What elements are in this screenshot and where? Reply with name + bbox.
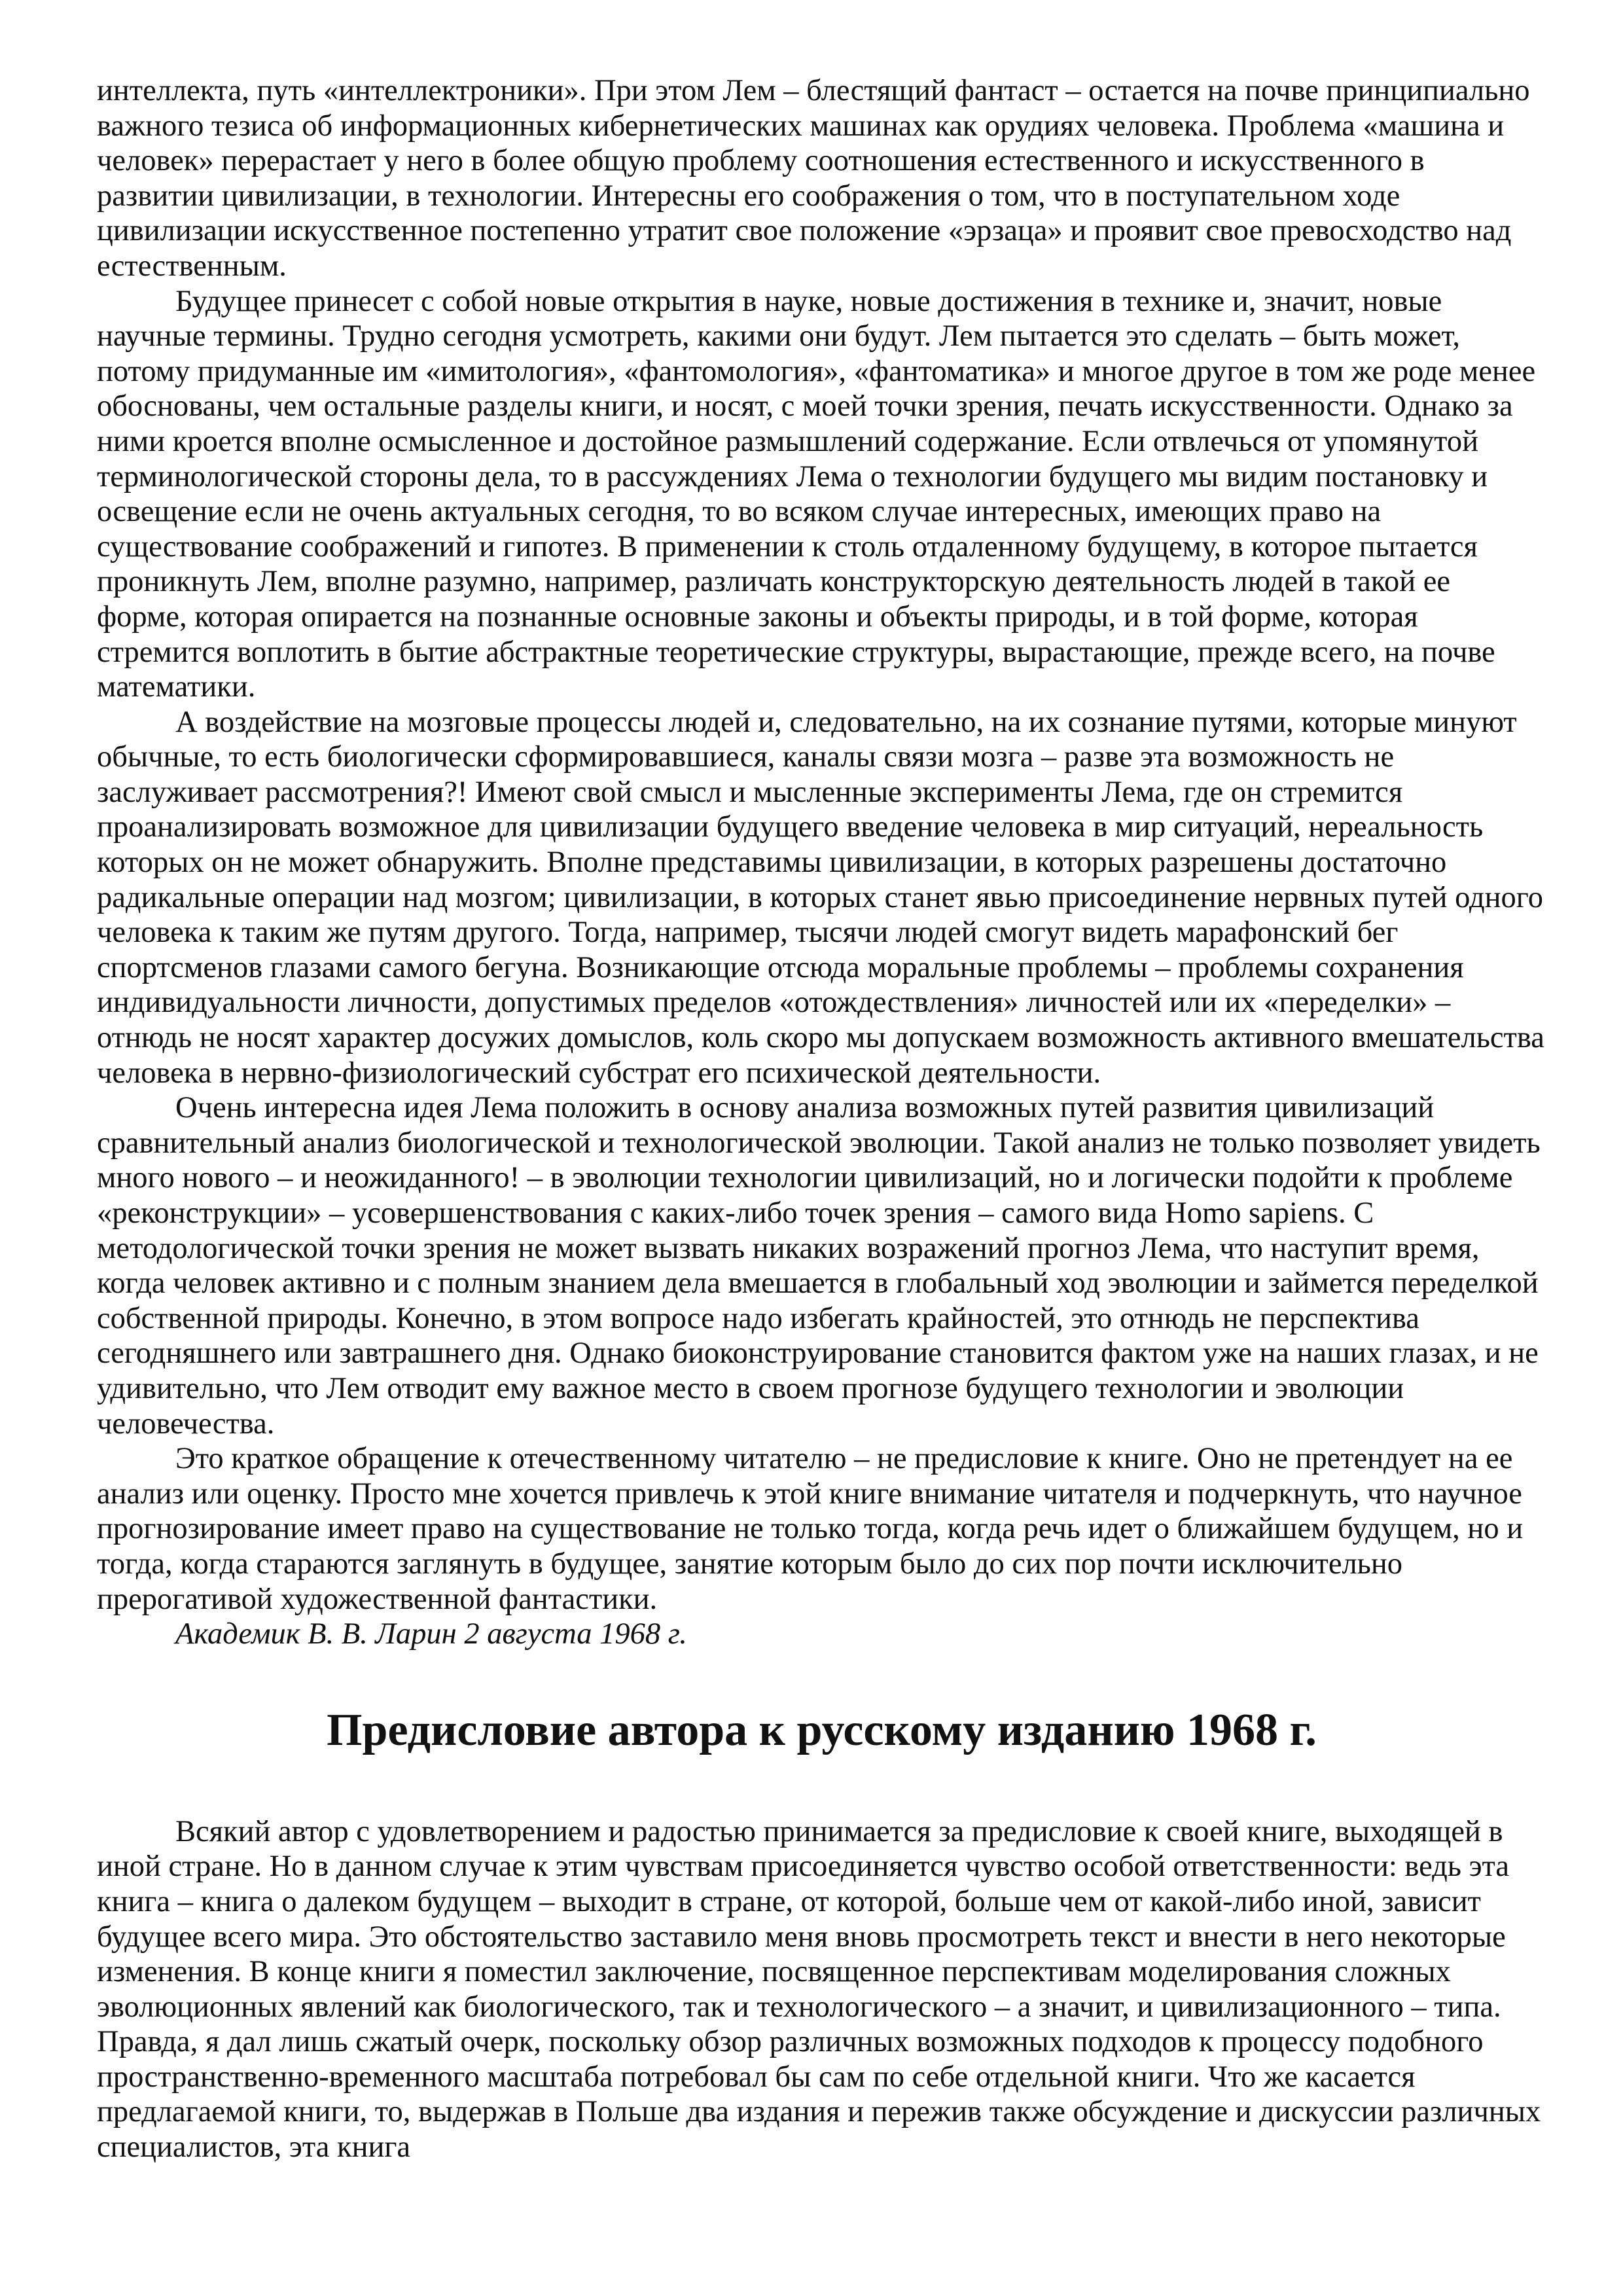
signature-line: Академик В. В. Ларин 2 августа 1968 г.	[175, 1617, 687, 1651]
paragraph-brain-processes: А воздействие на мозговые процессы людей и, следовательно, на их сознание путями, которые минуют обычные, то есть биологически сформировавшиеся, каналы связи мозга – разве эта возможность не заслуживает рассмотрения?! Имеют свой смысл и мысленные эксперименты Лема, где он стремится проанализировать возможное для цивилизации будущего введение человека в мир ситуаций, нереальность которых он не может обнаружить. Вполне представимы цивилизации, в которых разрешены достаточно радикальные операции над мозгом; цивилизации, в которых станет явью присоединение нервных путей одного человека к таким же путям другого. Тогда, например, тысячи людей смогут видеть марафонский бег спортсменов глазами самого бегуна. Возникающие отсюда моральные проблемы – проблемы сохранения индивидуальности личности, допустимых пределов «отождествления» личностей или их «переделки» – отнюдь не носят характер досужих домыслов, коль скоро мы допускаем возможность активного вмешательства человека в нервно-физиологический субстрат его психической деятельности.	[97, 705, 1544, 1090]
paragraph-author-preface: Всякий автор с удовлетворением и радостью принимается за предисловие к своей книге, выходящей в иной стране. Но в данном случае к этим чувствам присоединяется чувство особой ответственности: ведь эта книга – книга о далеком будущем – выходит в стране, от которой, больше чем от какой-либо иной, зависит будущее всего мира. Это обстоятельство заставило меня вновь просмотреть текст и внести в него некоторые изменения. В конце книги я поместил заключение, посвященное перспективам моделирования сложных эволюционных явлений как биологического, так и технологического – а значит, и цивилизационного – типа. Правда, я дал лишь сжатый очерк, поскольку обзор различных возможных подходов к процессу подобного пространственно-временного масштаба потребовал бы сам по себе отдельной книги. Что же касается предлагаемой книги, то, выдержав в Польше два издания и пережив также обсуждение и дискуссии различных специалистов, эта книга	[97, 1814, 1541, 2164]
section-heading: Предисловие автора к русскому изданию 1968 г.	[327, 1704, 1317, 1755]
paragraph-address-to-reader: Это краткое обращение к отечественному читателю – не предисловие к книге. Оно не претендует на ее анализ или оценку. Просто мне хочется привлечь к этой книге внимание читателя и подчеркнуть, что научное прогнозирование имеет право на существование не только тогда, когда речь идет о ближайшем будущем, но и тогда, когда стараются заглянуть в будущее, занятие которым было до сих пор почти исключительно прерогативой художественной фантастики.	[97, 1442, 1524, 1616]
paragraph-future-terms: Будущее принесет с собой новые открытия в науке, новые достижения в технике и, значит, новые научные термины. Трудно сегодня усмотреть, какими они будут. Лем пытается это сделать – быть может, потому придуманные им «имитология», «фантомология», «фантоматика» и многое другое в том же роде менее обоснованы, чем остальные разделы книги, и носят, с моей точки зрения, печать искусственности. Однако за ними кроется вполне осмысленное и достойное размышлений содержание. Если отвлечься от упомянутой терминологической стороны дела, то в рассуждениях Лема о технологии будущего мы видим постановку и освещение если не очень актуальных сегодня, то во всяком случае интересных, имеющих право на существование соображений и гипотез. В применении к столь отдаленному будущему, в которое пытается проникнуть Лем, вполне разумно, например, различать конструкторскую деятельность людей в такой ее форме, которая опирается на познанные основные законы и объекты природы, и в той форме, которая стремится воплотить в бытие абстрактные теоретические структуры, вырастающие, прежде всего, на почве математики.	[97, 284, 1536, 704]
paragraph-evolution-analysis: Очень интересна идея Лема положить в основу анализа возможных путей развития цивилизаций сравнительный анализ биологической и технологической эволюции. Такой анализ не только позволяет увидеть много нового – и неожиданного! – в эволюции технологии цивилизаций, но и логически подойти к проблеме «реконструкции» – усовершенствования с каких-либо точек зрения – самого вида Homo sapiens. С методологической точки зрения не может вызвать никаких возражений прогноз Лема, что наступит время, когда человек активно и с полным знанием дела вмешается в глобальный ход эволюции и займется переделкой собственной природы. Конечно, в этом вопросе надо избегать крайностей, это отнюдь не перспектива сегодняшнего или завтрашнего дня. Однако биоконструирование становится фактом уже на наших глазах, и не удивительно, что Лем отводит ему важное место в своем прогнозе будущего технологии и эволюции человечества.	[97, 1091, 1541, 1441]
book-page	[97, 73, 1546, 2165]
paragraph-continuation: интеллекта, путь «интеллектроники». При этом Лем – блестящий фантаст – остается на почве принципиально важного тезиса об информационных кибернетических машинах как орудиях человека. Проблема «машина и человек» перерастает у него в более общую проблему соотношения естественного и искусственного в развитии цивилизации, в технологии. Интересны его соображения о том, что в поступательном ходе цивилизации искусственное постепенно утратит свое положение «эрзаца» и проявит свое превосходство над естественным.	[97, 74, 1530, 283]
